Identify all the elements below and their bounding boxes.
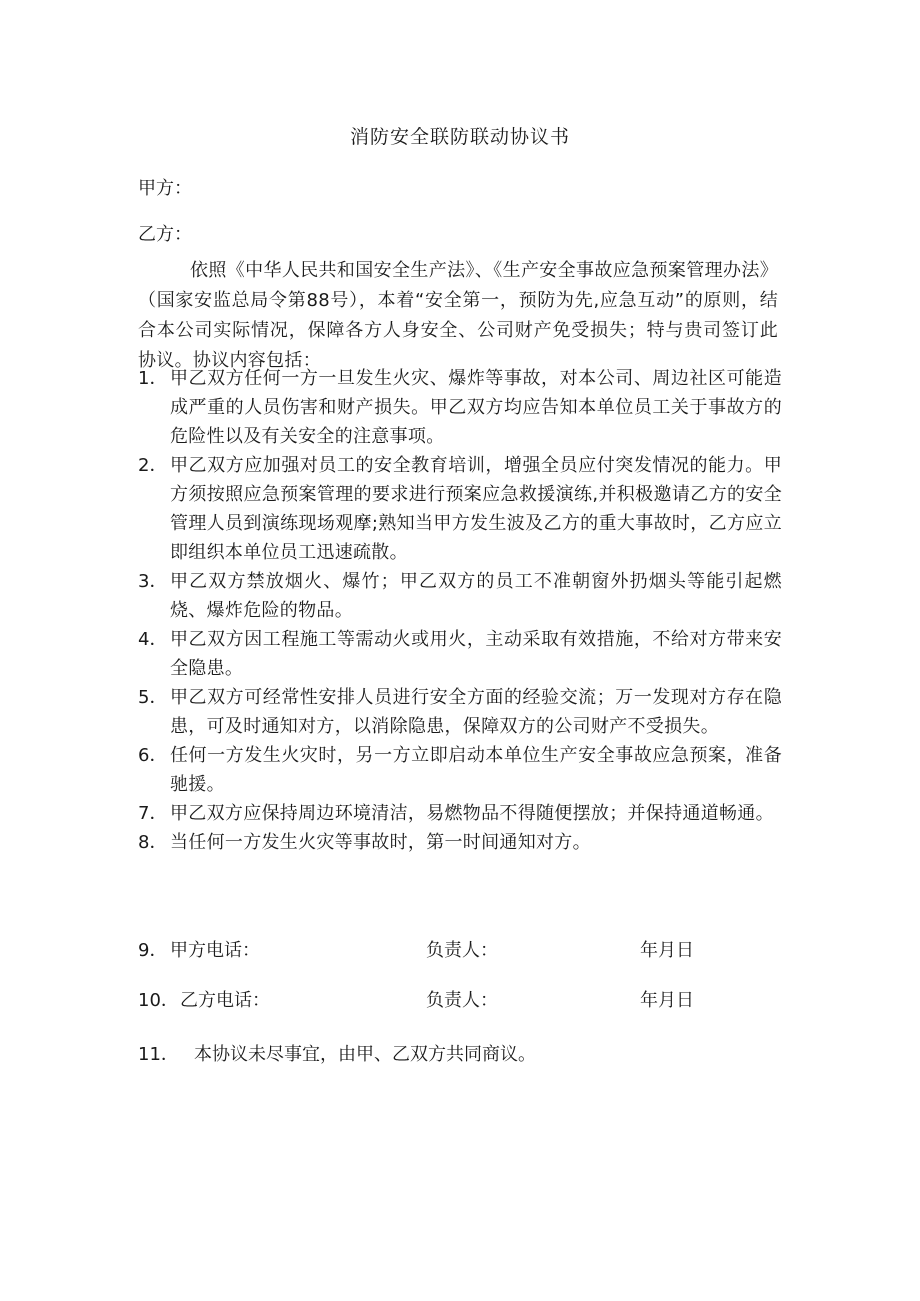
clause-number: 5． <box>138 687 168 708</box>
clause-number: 1． <box>138 368 168 389</box>
party-b-phone-label: 乙方电话： <box>180 990 270 1011</box>
signature-row-party-a <box>138 936 758 966</box>
intro-paragraph: 依照《中华人民共和国安全生产法》、《生产安全事故应急预案管理办法》（国家安监总局令第88号），本着“安全第一，预防为先,应急互动”的原则，结合本公司实际情况，保障各方人身安全、公司财产免受损失；特与贵司签订此协议。协议内容包括： <box>138 260 778 371</box>
clause-text: 甲乙双方任何一方一旦发生火灾、爆炸等事故，对本公司、周边社区可能造成严重的人员伤害和财产损失。甲乙双方均应告知本单位员工关于事故方的危险性以及有关安全的注意事项。 <box>170 368 782 447</box>
signature-row-party-b <box>138 986 758 1016</box>
clause-5 <box>138 683 782 741</box>
party-a-label: 甲方： <box>138 178 192 199</box>
clause-number: 7． <box>138 803 168 824</box>
clause-number: 11． <box>138 1044 179 1065</box>
clause-text: 甲乙双方应保持周边环境清洁，易燃物品不得随便摆放；并保持通道畅通。 <box>170 803 774 824</box>
clause-4 <box>138 625 782 683</box>
clause-number: 6． <box>138 745 168 766</box>
clause-6 <box>138 741 782 799</box>
party-b-label: 乙方： <box>138 224 192 245</box>
clause-text: 甲乙双方可经常性安排人员进行安全方面的经验交流；万一发现对方存在隐患，可及时通知对方，以消除隐患，保障双方的公司财产不受损失。 <box>170 687 782 737</box>
clause-text: 甲乙双方应加强对员工的安全教育培训，增强全员应付突发情况的能力。甲方须按照应急预案管理的要求进行预案应急救援演练,并积极邀请乙方的安全管理人员到演练现场观摩;熟知当甲方发生波及乙方的重大事故时，乙方应立即组织本单位员工迅速疏散。 <box>170 455 782 563</box>
clause-list <box>138 364 782 857</box>
party-b-date-label: 年月日 <box>640 990 694 1011</box>
clause-text: 甲乙双方禁放烟火、爆竹；甲乙双方的员工不准朝窗外扔烟头等能引起燃烧、爆炸危险的物品。 <box>170 571 782 621</box>
clause-number: 8． <box>138 832 168 853</box>
final-clause <box>138 1040 536 1066</box>
clause-number: 9． <box>138 940 168 961</box>
clause-3 <box>138 567 782 625</box>
clause-1 <box>138 364 782 451</box>
clause-number: 10． <box>138 990 179 1011</box>
clause-number: 2． <box>138 455 168 476</box>
final-clause-text: 本协议未尽事宜，由甲、乙双方共同商议。 <box>194 1044 536 1065</box>
clause-text: 当任何一方发生火灾等事故时，第一时间通知对方。 <box>170 832 591 853</box>
clause-text: 任何一方发生火灾时，另一方立即启动本单位生产安全事故应急预案，准备驰援。 <box>170 745 782 795</box>
party-a-date-label: 年月日 <box>640 940 694 961</box>
clause-number: 3． <box>138 571 168 592</box>
clause-number: 4． <box>138 629 168 650</box>
document-title: 消防安全联防联动协议书 <box>349 126 570 148</box>
party-a-responsible-label: 负责人： <box>426 940 498 961</box>
clause-2 <box>138 451 782 567</box>
clause-text: 甲乙双方因工程施工等需动火或用火，主动采取有效措施，不给对方带来安全隐患。 <box>170 629 782 679</box>
party-b-responsible-label: 负责人： <box>426 990 498 1011</box>
clause-7 <box>138 799 782 828</box>
clause-8 <box>138 828 782 857</box>
party-a-phone-label: 甲方电话： <box>170 940 260 961</box>
